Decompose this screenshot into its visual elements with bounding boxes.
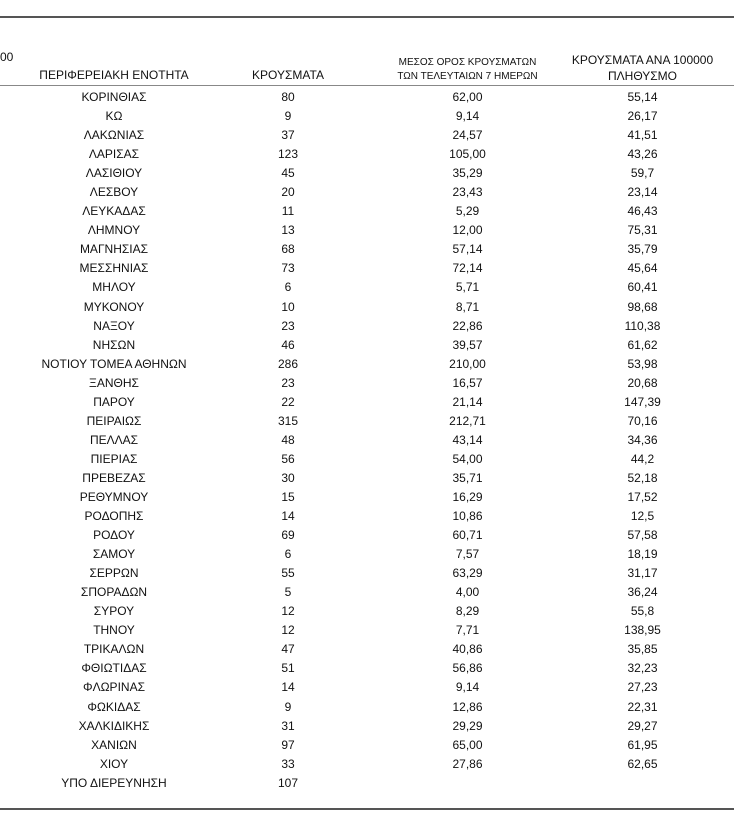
table-row [0, 507, 734, 526]
table-row [0, 621, 734, 640]
cell-cases-per-100k: 23,14 [627, 185, 658, 200]
cell-7day-average: 9,14 [455, 109, 480, 124]
cell-cases: 69 [281, 528, 295, 543]
cell-7day-average: 27,86 [452, 756, 483, 771]
cell-7day-average: 65,00 [452, 737, 483, 752]
cell-7day-average: 23,43 [452, 185, 483, 200]
cell-regional-unit: ΛΕΥΚΑΔΑΣ [82, 204, 146, 219]
cell-cases: 31 [281, 718, 295, 733]
cell-regional-unit: ΝΟΤΙΟΥ ΤΟΜΕΑ ΑΘΗΝΩΝ [41, 356, 187, 371]
cell-7day-average: 8,29 [455, 604, 480, 619]
cell-cases: 80 [281, 90, 295, 104]
cell-cases: 56 [281, 451, 295, 466]
table-row [0, 450, 734, 469]
table-row [0, 88, 734, 107]
cell-cases-per-100k: 44,2 [630, 451, 655, 466]
cell-regional-unit: ΠΡΕΒΕΖΑΣ [82, 470, 146, 485]
cell-cases: 20 [281, 185, 295, 200]
cell-7day-average: 12,00 [452, 223, 483, 238]
cell-cases: 6 [284, 280, 292, 295]
header-7day-average-line2: ΤΩΝ ΤΕΛΕΥΤΑΙΩΝ 7 ΗΜΕΡΩΝ [397, 71, 538, 82]
cell-cases-per-100k: 52,18 [627, 470, 658, 485]
cell-regional-unit: ΞΑΝΘΗΣ [89, 375, 139, 390]
cell-cases-per-100k: 29,27 [627, 718, 658, 733]
cell-regional-unit: ΠΑΡΟΥ [93, 394, 135, 409]
cell-7day-average: 21,14 [452, 394, 483, 409]
cell-7day-average: 57,14 [452, 242, 483, 257]
cell-cases: 48 [281, 432, 295, 447]
cell-7day-average: 40,86 [452, 642, 483, 657]
cell-regional-unit: ΚΟΡΙΝΘΙΑΣ [81, 90, 147, 104]
cell-7day-average: 62,00 [452, 90, 483, 104]
header-7day-average-line1: ΜΕΣΟΣ ΟΡΟΣ ΚΡΟΥΣΜΑΤΩΝ [398, 57, 537, 68]
cell-cases: 12 [281, 623, 295, 638]
cell-cases-per-100k: 35,79 [627, 242, 658, 257]
cell-regional-unit: ΡΟΔΟΥ [93, 528, 135, 543]
cell-cases-per-100k: 41,51 [627, 128, 658, 143]
cell-7day-average: 22,86 [452, 318, 483, 333]
cell-7day-average: 5,71 [455, 280, 480, 295]
cell-cases: 37 [281, 128, 295, 143]
cell-cases: 55 [281, 566, 295, 581]
cell-7day-average: 60,71 [452, 528, 483, 543]
table-row [0, 698, 734, 717]
cell-7day-average: 16,57 [452, 375, 483, 390]
table-row [0, 526, 734, 545]
cell-cases: 68 [281, 242, 295, 257]
cell-regional-unit: ΥΠΟ ΔΙΕΡΕΥΝΗΣΗ [61, 775, 167, 790]
header-7day-average [375, 56, 560, 84]
cell-cases: 30 [281, 470, 295, 485]
table-row [0, 602, 734, 621]
table-row [0, 126, 734, 145]
cell-7day-average: 29,29 [452, 718, 483, 733]
bottom-rule [0, 808, 734, 810]
cell-cases: 9 [284, 699, 292, 714]
table-row [0, 640, 734, 659]
cell-cases-per-100k: 31,17 [627, 566, 658, 581]
cell-cases: 14 [281, 509, 295, 524]
table-row [0, 412, 734, 431]
cell-cases-per-100k: 32,23 [627, 661, 658, 676]
cell-cases: 9 [284, 109, 292, 124]
cell-regional-unit: ΜΥΚΟΝΟΥ [83, 299, 145, 314]
cell-cases-per-100k: 18,19 [627, 547, 658, 562]
cell-cases-per-100k: 20,68 [627, 375, 658, 390]
table-row [0, 659, 734, 678]
cell-regional-unit: ΛΑΡΙΣΑΣ [88, 147, 140, 162]
cell-regional-unit: ΤΡΙΚΑΛΩΝ [83, 642, 145, 657]
cell-cases-per-100k: 75,31 [627, 223, 658, 238]
cell-cases: 107 [277, 775, 299, 790]
cell-cases-per-100k: 62,65 [627, 756, 658, 771]
table-row [0, 469, 734, 488]
cell-cases-per-100k: 57,58 [627, 528, 658, 543]
table-row [0, 298, 734, 317]
table-row [0, 564, 734, 583]
cell-cases-per-100k: 22,31 [627, 699, 658, 714]
table-row [0, 336, 734, 355]
cell-cases: 5 [284, 585, 292, 600]
cell-cases: 97 [281, 737, 295, 752]
cell-cases-per-100k: 43,26 [627, 147, 658, 162]
cell-regional-unit: ΛΕΣΒΟΥ [89, 185, 139, 200]
cell-cases-per-100k: 26,17 [627, 109, 658, 124]
cell-cases-per-100k: 17,52 [627, 489, 658, 504]
table-row [0, 240, 734, 259]
table-row [0, 278, 734, 297]
cell-regional-unit: ΜΑΓΝΗΣΙΑΣ [79, 242, 149, 257]
cell-cases-per-100k: 61,95 [627, 737, 658, 752]
table-row [0, 221, 734, 240]
table-row [0, 259, 734, 278]
cell-regional-unit: ΠΙΕΡΙΑΣ [90, 451, 138, 466]
table-row [0, 717, 734, 736]
cell-7day-average: 16,29 [452, 489, 483, 504]
cell-regional-unit: ΜΗΛΟΥ [92, 280, 136, 295]
cases-table [0, 88, 734, 793]
cell-cases-per-100k: 45,64 [627, 261, 658, 276]
cell-7day-average: 105,00 [449, 147, 486, 162]
cell-regional-unit: ΝΗΣΩΝ [92, 337, 136, 352]
table-row [0, 145, 734, 164]
cell-7day-average: 10,86 [452, 509, 483, 524]
cell-regional-unit: ΤΗΝΟΥ [93, 623, 135, 638]
cell-regional-unit: ΦΛΩΡΙΝΑΣ [83, 680, 145, 695]
cell-7day-average: 4,00 [455, 585, 480, 600]
table-row [0, 431, 734, 450]
cell-cases-per-100k: 55,14 [627, 90, 658, 104]
cell-cases-per-100k: 12,5 [630, 509, 655, 524]
header-cases-per-100k-line2: ΠΛΗΘΥΣΜΟ [607, 69, 678, 83]
cell-cases-per-100k: 46,43 [627, 204, 658, 219]
cell-cases: 23 [281, 318, 295, 333]
header-separator [0, 85, 734, 86]
cell-7day-average: 210,00 [449, 356, 486, 371]
cell-regional-unit: ΦΩΚΙΔΑΣ [87, 699, 141, 714]
cell-regional-unit: ΠΕΙΡΑΙΩΣ [86, 413, 142, 428]
cell-regional-unit: ΧΑΛΚΙΔΙΚΗΣ [78, 718, 150, 733]
cell-7day-average: 54,00 [452, 451, 483, 466]
header-cases-per-100k [555, 52, 730, 84]
cell-regional-unit: ΧΙΟΥ [99, 756, 129, 771]
cell-regional-unit: ΚΩ [105, 109, 123, 124]
cell-cases-per-100k: 27,23 [627, 680, 658, 695]
cell-7day-average: 56,86 [452, 661, 483, 676]
table-row [0, 488, 734, 507]
table-row [0, 393, 734, 412]
cell-cases-per-100k: 61,62 [627, 337, 658, 352]
cell-7day-average: 8,71 [455, 299, 480, 314]
cell-cases: 6 [284, 547, 292, 562]
cell-regional-unit: ΡΕΘΥΜΝΟΥ [79, 489, 149, 504]
cell-regional-unit: ΛΑΣΙΘΙΟΥ [85, 166, 143, 181]
table-row [0, 202, 734, 221]
cell-7day-average: 35,71 [452, 470, 483, 485]
header-regional-unit: ΠΕΡΙΦΕΡΕΙΑΚΗ ΕΝΟΤΗΤΑ [39, 68, 189, 82]
cell-regional-unit: ΣΑΜΟΥ [92, 547, 136, 562]
cell-cases-per-100k: 70,16 [627, 413, 658, 428]
cell-7day-average: 9,14 [455, 680, 480, 695]
cell-regional-unit: ΣΕΡΡΩΝ [89, 566, 139, 581]
cell-cases: 14 [281, 680, 295, 695]
table-row [0, 317, 734, 336]
cell-7day-average: 43,14 [452, 432, 483, 447]
cell-cases: 45 [281, 166, 295, 181]
cell-regional-unit: ΦΘΙΩΤΙΔΑΣ [81, 661, 147, 676]
cell-cases: 51 [281, 661, 295, 676]
cell-cases: 22 [281, 394, 295, 409]
cell-cases: 46 [281, 337, 295, 352]
cell-cases-per-100k: 98,68 [627, 299, 658, 314]
top-rule [0, 16, 734, 18]
cell-7day-average: 24,57 [452, 128, 483, 143]
cell-cases-per-100k: 35,85 [627, 642, 658, 657]
cell-7day-average: 12,86 [452, 699, 483, 714]
header-fragment: 00 [0, 50, 14, 64]
table-row [0, 774, 734, 793]
table-row [0, 678, 734, 697]
cell-cases: 23 [281, 375, 295, 390]
header-cases: ΚΡΟΥΣΜΑΤΑ [252, 68, 324, 82]
cell-regional-unit: ΠΕΛΛΑΣ [89, 432, 139, 447]
cell-7day-average: 63,29 [452, 566, 483, 581]
cell-cases-per-100k: 59,7 [630, 166, 655, 181]
cell-regional-unit: ΝΑΞΟΥ [93, 318, 135, 333]
cell-cases-per-100k: 147,39 [624, 394, 661, 409]
cell-cases: 13 [281, 223, 295, 238]
table-row [0, 107, 734, 126]
cell-cases: 315 [277, 413, 299, 428]
cell-7day-average: 72,14 [452, 261, 483, 276]
cell-7day-average: 5,29 [455, 204, 480, 219]
cell-regional-unit: ΣΥΡΟΥ [93, 604, 135, 619]
cell-regional-unit: ΡΟΔΟΠΗΣ [84, 509, 144, 524]
cell-cases: 73 [281, 261, 295, 276]
cell-cases: 286 [277, 356, 299, 371]
cell-regional-unit: ΣΠΟΡΑΔΩΝ [80, 585, 148, 600]
cell-regional-unit: ΧΑΝΙΩΝ [91, 737, 137, 752]
cell-cases: 12 [281, 604, 295, 619]
cell-cases-per-100k: 34,36 [627, 432, 658, 447]
cell-cases: 10 [281, 299, 295, 314]
table-row [0, 545, 734, 564]
cell-cases-per-100k: 110,38 [624, 318, 661, 333]
cell-7day-average: 212,71 [449, 413, 486, 428]
header-cases-per-100k-line1: ΚΡΟΥΣΜΑΤΑ ΑΝΑ 100000 [571, 53, 714, 67]
table-row [0, 583, 734, 602]
cell-cases-per-100k: 55,8 [630, 604, 655, 619]
table-row [0, 755, 734, 774]
cell-regional-unit: ΜΕΣΣΗΝΙΑΣ [79, 261, 149, 276]
cell-7day-average: 7,57 [455, 547, 480, 562]
cell-cases: 47 [281, 642, 295, 657]
cell-7day-average: 39,57 [452, 337, 483, 352]
cell-cases: 33 [281, 756, 295, 771]
cell-cases-per-100k: 53,98 [627, 356, 658, 371]
table-row [0, 355, 734, 374]
cell-regional-unit: ΛΑΚΩΝΙΑΣ [83, 128, 145, 143]
cell-cases-per-100k: 60,41 [627, 280, 658, 295]
table-row [0, 736, 734, 755]
cell-cases-per-100k: 36,24 [627, 585, 658, 600]
table-row [0, 164, 734, 183]
cell-cases: 11 [281, 204, 295, 219]
cell-cases: 123 [277, 147, 299, 162]
cell-7day-average: 35,29 [452, 166, 483, 181]
cell-cases-per-100k: 138,95 [624, 623, 661, 638]
cell-cases: 15 [281, 489, 295, 504]
table-row [0, 183, 734, 202]
cell-regional-unit: ΛΗΜΝΟΥ [87, 223, 141, 238]
table-row [0, 374, 734, 393]
cell-7day-average: 7,71 [455, 623, 480, 638]
